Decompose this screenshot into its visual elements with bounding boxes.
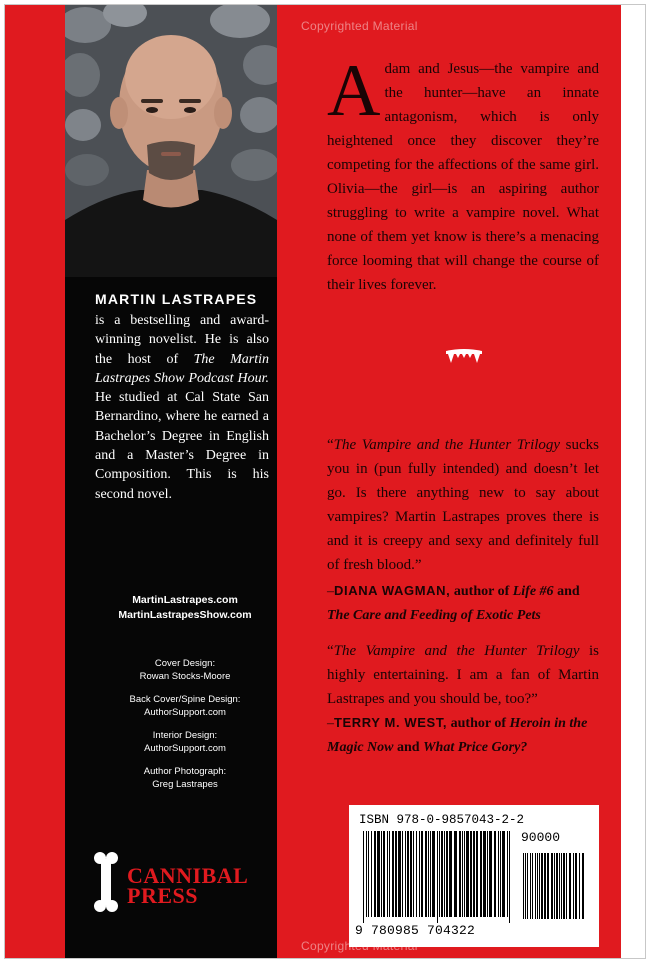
isbn-number: ISBN 978-0-9857043-2-2 [359,813,525,827]
reviewer-name: TERRY M. WEST, [334,715,448,730]
barcode-bars [363,831,587,923]
watermark-top: Copyrighted Material [301,19,418,33]
review-attribution-2: –TERRY M. WEST, author of Heroin in the Magic Now and What Price Gory? [327,715,588,755]
ean-digits: 9 780985 704322 [355,923,476,938]
reviewer-name: DIANA WAGMAN, [334,583,451,598]
website-link: MartinLastrapes.com [132,594,238,606]
publisher-name-line1: CANNIBAL [127,863,249,888]
author-photo [65,5,277,277]
review-quote-2: “The Vampire and the Hunter Trilogy is highly entertaining. I am a fan of Martin Lastrapes and you should be, too?” [327,643,599,707]
author-panel [65,5,277,959]
book-back-cover [4,4,646,959]
drop-cap: A [327,50,381,132]
production-credits [95,657,275,801]
credit-interior-design: Interior Design: AuthorSupport.com [144,730,226,754]
cannibal-press-logo [91,851,271,915]
credit-author-photograph: Author Photograph: Greg Lastrapes [143,766,227,790]
author-bio: is a bestselling and award-winning novelist. He is also the host of The Martin Lastrapes Show Podcast Hour. He studied at Cal State San Bernardino, where he earned a Bachelor’s Degree in English and a Master’s Degree in Composition. This is his second novel. [95,313,269,502]
watermark-bottom: Copyrighted Material [301,939,418,953]
book-blurb: Adam and Jesus—the vampire and the hunter—have an innate antagonism, which is only heightened once they discover they’re competing for the affections of the same girl. Olivia—the girl—is an aspiring author struggling to write a vampire novel. What none of them yet know is there’s a menacing force looming that will change the course of their lives forever. [327,50,599,293]
author-name: MARTIN LASTRAPES [95,291,258,307]
publisher-name-line2: PRESS [127,883,198,908]
credit-back-cover-design: Back Cover/Spine Design: AuthorSupport.com [129,694,241,718]
price-code: 90000 [521,830,561,845]
review-quote-1: “The Vampire and the Hunter Trilogy sucks you in (pun fully intended) and doesn’t let go. Is there anything new to say about vampires? Martin Lastrapes proves there is and it is creepy and sexy and definitely full of fresh blood.” [327,437,599,573]
review-attribution-1: –DIANA WAGMAN, author of Life #6 and The Care and Feeding of Exotic Pets [327,583,580,623]
isbn-barcode [349,805,599,947]
credit-cover-design: Cover Design: Rowan Stocks-Moore [139,658,231,682]
podcast-title: The Martin Lastrapes Show Podcast Hour. [95,351,269,386]
website-link: MartinLastrapesShow.com [118,609,252,621]
author-websites [95,593,275,623]
page-edge [621,5,645,959]
bone-icon [91,851,121,913]
fangs-icon [444,349,484,365]
